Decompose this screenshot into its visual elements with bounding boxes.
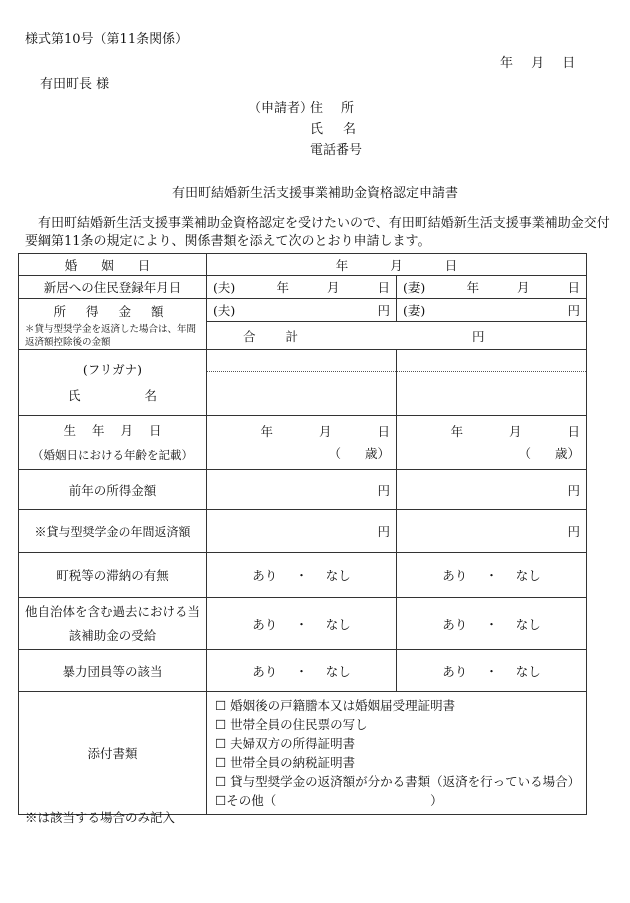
attachments-list bbox=[207, 692, 587, 815]
row-furigana bbox=[19, 350, 587, 372]
husband-prev-income[interactable]: 円 bbox=[207, 470, 397, 510]
income-label-cell bbox=[19, 299, 207, 350]
resident-reg-label: 新居への住民登録年月日 bbox=[19, 276, 207, 299]
husband-name-field[interactable] bbox=[207, 372, 397, 416]
husband-birth-ymd: 年 月 日 bbox=[260, 423, 390, 439]
row-birth bbox=[19, 416, 587, 470]
marriage-date-value[interactable]: 年 月 日 bbox=[207, 254, 587, 276]
income-note: ＊貸与型奨学金を返済した場合は、年間返済額控除後の金額 bbox=[25, 324, 197, 348]
income-wife-yen: 円 bbox=[567, 303, 581, 318]
row-gang bbox=[19, 650, 587, 692]
phone-label: 電話番号 bbox=[310, 143, 363, 158]
footnote: ※は該当する場合のみ記入 bbox=[25, 810, 176, 825]
husband-age: （ 歳） bbox=[328, 445, 390, 461]
birth-label-cell bbox=[19, 416, 207, 470]
document-title: 有田町結婚新生活支援事業補助金資格認定申請書 bbox=[171, 186, 458, 201]
wife-tax-choice[interactable]: あり ・ なし bbox=[397, 553, 587, 598]
income-wife-tag: (妻) bbox=[403, 303, 426, 318]
wife-scholarship[interactable]: 円 bbox=[397, 510, 587, 553]
gang-label: 暴力団員等の該当 bbox=[19, 650, 207, 692]
wife-tag: (妻) bbox=[403, 280, 426, 295]
wife-name-field[interactable] bbox=[397, 372, 587, 416]
income-husband-yen: 円 bbox=[377, 303, 390, 318]
income-total-label: 合 計 bbox=[243, 328, 298, 344]
income-total-yen: 円 bbox=[471, 328, 485, 344]
attachment-item-other[interactable]: ☐その他（ ） bbox=[215, 793, 443, 808]
row-income bbox=[19, 299, 587, 322]
husband-furigana-field[interactable] bbox=[207, 350, 397, 372]
income-label: 所 得 金 額 bbox=[53, 304, 172, 319]
row-marriage-date bbox=[19, 254, 587, 276]
other-gov-label: 他自治体を含む過去における当該補助金の受給 bbox=[19, 598, 207, 650]
row-attachments bbox=[19, 692, 587, 815]
birth-note: （婚姻日における年齢を記載） bbox=[32, 447, 193, 462]
full-name-label: 氏 名 bbox=[68, 387, 157, 403]
income-wife[interactable] bbox=[397, 299, 587, 322]
husband-tag: (夫) bbox=[213, 280, 236, 295]
wife-ymd: 年 月 日 bbox=[466, 280, 581, 295]
husband-ymd: 年 月 日 bbox=[276, 280, 390, 295]
attachments-label: 添付書類 bbox=[19, 692, 207, 815]
attachment-item[interactable]: ☐ 貸与型奨学金の返済額が分かる書類（返済を行っている場合） bbox=[215, 774, 581, 789]
applicant-label: （申請者） bbox=[248, 101, 314, 116]
addressee: 有田町長 様 bbox=[40, 77, 110, 92]
row-tax bbox=[19, 553, 587, 598]
attachment-item[interactable]: ☐ 夫婦双方の所得証明書 bbox=[215, 736, 356, 751]
date-line: 年 月 日 bbox=[500, 56, 576, 71]
attachment-item[interactable]: ☐ 世帯全員の住民票の写し bbox=[215, 717, 368, 732]
prev-income-label: 前年の所得金額 bbox=[19, 470, 207, 510]
attachment-item[interactable]: ☐ 世帯全員の納税証明書 bbox=[215, 755, 356, 770]
marriage-date-label: 婚 姻 日 bbox=[19, 254, 207, 276]
row-scholarship bbox=[19, 510, 587, 553]
husband-tax-choice[interactable]: あり ・ なし bbox=[207, 553, 397, 598]
name-label-cell bbox=[19, 350, 207, 416]
resident-reg-husband[interactable] bbox=[207, 276, 397, 299]
income-husband[interactable] bbox=[207, 299, 397, 322]
body-text: 有田町結婚新生活支援事業補助金資格認定を受けたいので、有田町結婚新生活支援事業補助金交付要綱第11条の規定により、関係書類を添えて次のとおり申請します。 bbox=[25, 216, 610, 249]
husband-birth-field[interactable] bbox=[207, 416, 397, 470]
husband-scholarship[interactable]: 円 bbox=[207, 510, 397, 553]
wife-prev-income[interactable]: 円 bbox=[397, 470, 587, 510]
tax-label: 町税等の滞納の有無 bbox=[19, 553, 207, 598]
scholarship-label: ※貸与型奨学金の年間返済額 bbox=[19, 510, 207, 553]
wife-other-gov-choice[interactable]: あり ・ なし bbox=[397, 598, 587, 650]
furigana-label: (フリガナ) bbox=[82, 361, 143, 377]
husband-other-gov-choice[interactable]: あり ・ なし bbox=[207, 598, 397, 650]
row-resident-registration bbox=[19, 276, 587, 299]
income-total[interactable] bbox=[207, 322, 587, 350]
wife-gang-choice[interactable]: あり ・ なし bbox=[397, 650, 587, 692]
income-husband-tag: (夫) bbox=[213, 303, 236, 318]
birth-label: 生 年 月 日 bbox=[63, 422, 162, 438]
attachment-item[interactable]: ☐ 婚姻後の戸籍謄本又は婚姻届受理証明書 bbox=[215, 698, 456, 713]
wife-age: （ 歳） bbox=[518, 445, 581, 461]
husband-gang-choice[interactable]: あり ・ なし bbox=[207, 650, 397, 692]
row-other-gov bbox=[19, 598, 587, 650]
form-number: 様式第10号（第11条関係） bbox=[25, 32, 189, 47]
wife-furigana-field[interactable] bbox=[397, 350, 587, 372]
wife-birth-field[interactable] bbox=[397, 416, 587, 470]
application-table bbox=[18, 253, 587, 815]
wife-birth-ymd: 年 月 日 bbox=[450, 423, 581, 439]
row-prev-income bbox=[19, 470, 587, 510]
name-label: 氏名 bbox=[310, 122, 377, 137]
address-label: 住所 bbox=[310, 101, 373, 116]
resident-reg-wife[interactable] bbox=[397, 276, 587, 299]
